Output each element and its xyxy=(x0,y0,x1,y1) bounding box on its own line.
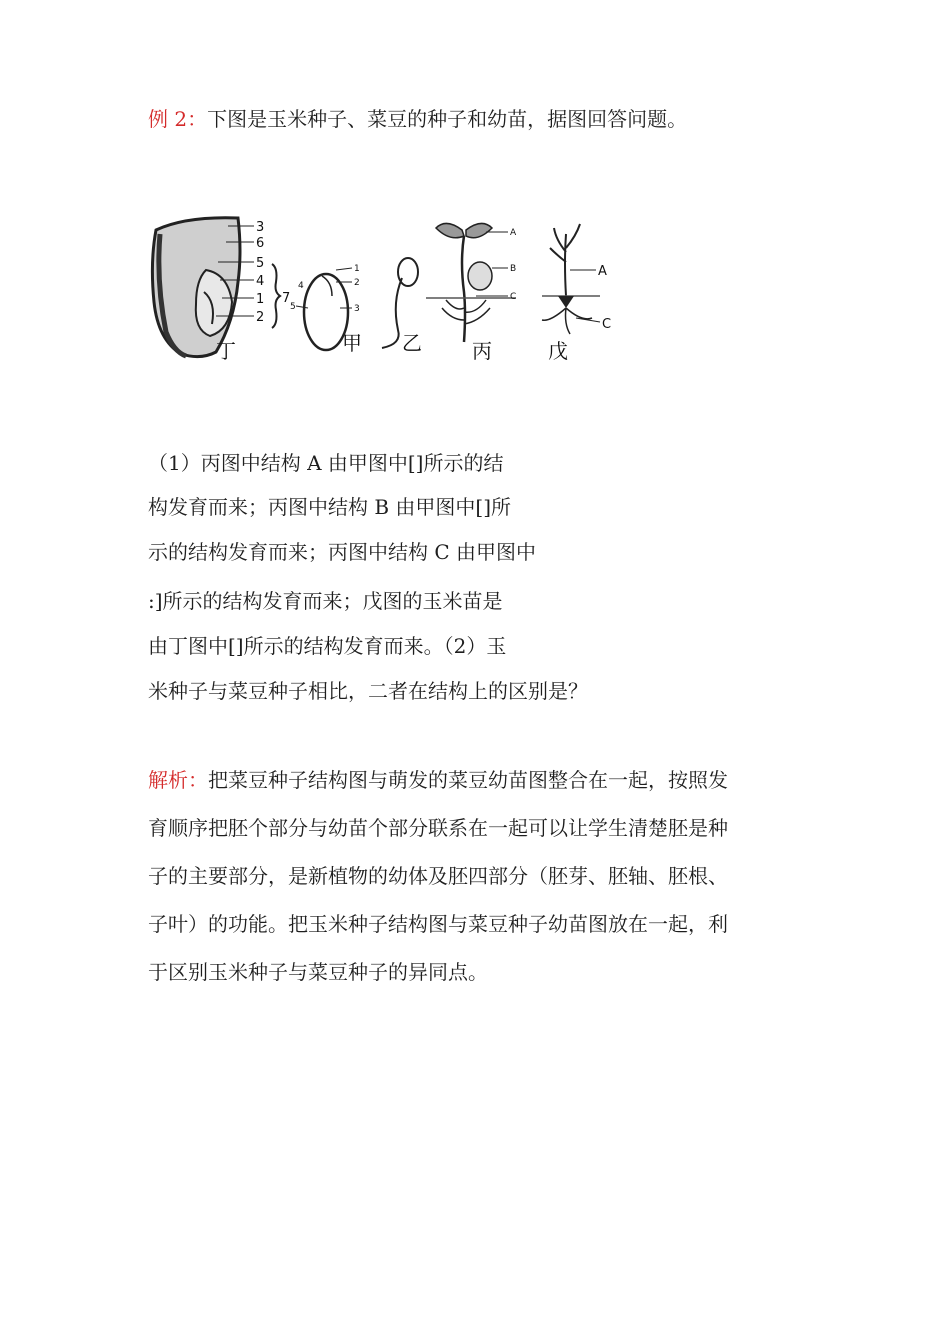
question-line-3: 示的结构发育而来；丙图中结构 C 由甲图中 xyxy=(148,540,537,564)
corn-label-2: 2 xyxy=(256,310,265,325)
bean-label-2: 2 xyxy=(354,278,360,288)
panel-label-jia: 甲 xyxy=(342,331,362,355)
corn-label-4: 4 xyxy=(256,274,265,289)
panel-label-bing: 丙 xyxy=(472,339,492,363)
question-line-4: :]所示的结构发育而来；戊图的玉米苗是 xyxy=(148,589,503,613)
analysis-line-1 xyxy=(148,766,728,794)
analysis-line-5: 于区别玉米种子与菜豆种子的异同点。 xyxy=(148,960,488,984)
panel-label-ding: 丁 xyxy=(216,339,236,363)
bean-seedling-diagram xyxy=(426,223,517,363)
corn-seedling-label-a: A xyxy=(598,264,607,279)
bean-seedling-label-a: A xyxy=(510,228,517,238)
analysis-line-4: 子叶）的功能。把玉米种子结构图与菜豆种子幼苗图放在一起，利 xyxy=(148,912,728,936)
corn-label-3: 3 xyxy=(256,220,265,235)
analysis-label: 解析： xyxy=(148,768,208,792)
bean-label-4: 4 xyxy=(298,281,304,291)
bean-seedling-label-c: C xyxy=(510,292,517,302)
bean-seed-diagram xyxy=(290,264,362,355)
corn-label-7: 7 xyxy=(282,291,291,306)
example-text: 下图是玉米种子、菜豆的种子和幼苗，据图回答问题。 xyxy=(207,107,688,131)
example-heading xyxy=(148,105,687,133)
question-line-6: 米种子与菜豆种子相比，二者在结构上的区别是？ xyxy=(148,679,588,703)
corn-seedling-diagram xyxy=(542,224,611,363)
corn-label-1: 1 xyxy=(256,292,265,307)
bean-label-5: 5 xyxy=(290,302,296,312)
bean-seedling-label-b: B xyxy=(510,264,517,274)
example-label: 例 2： xyxy=(148,107,208,131)
bean-label-3: 3 xyxy=(354,304,360,314)
corn-label-5: 5 xyxy=(256,256,265,271)
question-line-2: 构发育而来；丙图中结构 B 由甲图中[]所 xyxy=(148,495,512,519)
panel-label-wu: 戊 xyxy=(548,339,568,363)
panel-label-yi: 乙 xyxy=(402,331,422,355)
germinating-seed-diagram xyxy=(382,258,422,355)
analysis-text-1: 把菜豆种子结构图与萌发的菜豆幼苗图整合在一起，按照发 xyxy=(208,768,728,792)
bean-label-1: 1 xyxy=(354,264,360,274)
analysis-line-3: 子的主要部分，是新植物的幼体及胚四部分（胚芽、胚轴、胚根、 xyxy=(148,864,728,888)
corn-seed-diagram xyxy=(152,218,290,363)
question-line-1: （1）丙图中结构 A 由甲图中[]所示的结 xyxy=(148,451,504,475)
seed-seedling-figure xyxy=(146,212,620,372)
corn-label-6: 6 xyxy=(256,236,265,251)
analysis-line-2: 育顺序把胚个部分与幼苗个部分联系在一起可以让学生清楚胚是种 xyxy=(148,816,728,840)
corn-seedling-label-c: C xyxy=(602,317,612,332)
question-line-5: 由丁图中[]所示的结构发育而来。（2）玉 xyxy=(148,634,507,658)
